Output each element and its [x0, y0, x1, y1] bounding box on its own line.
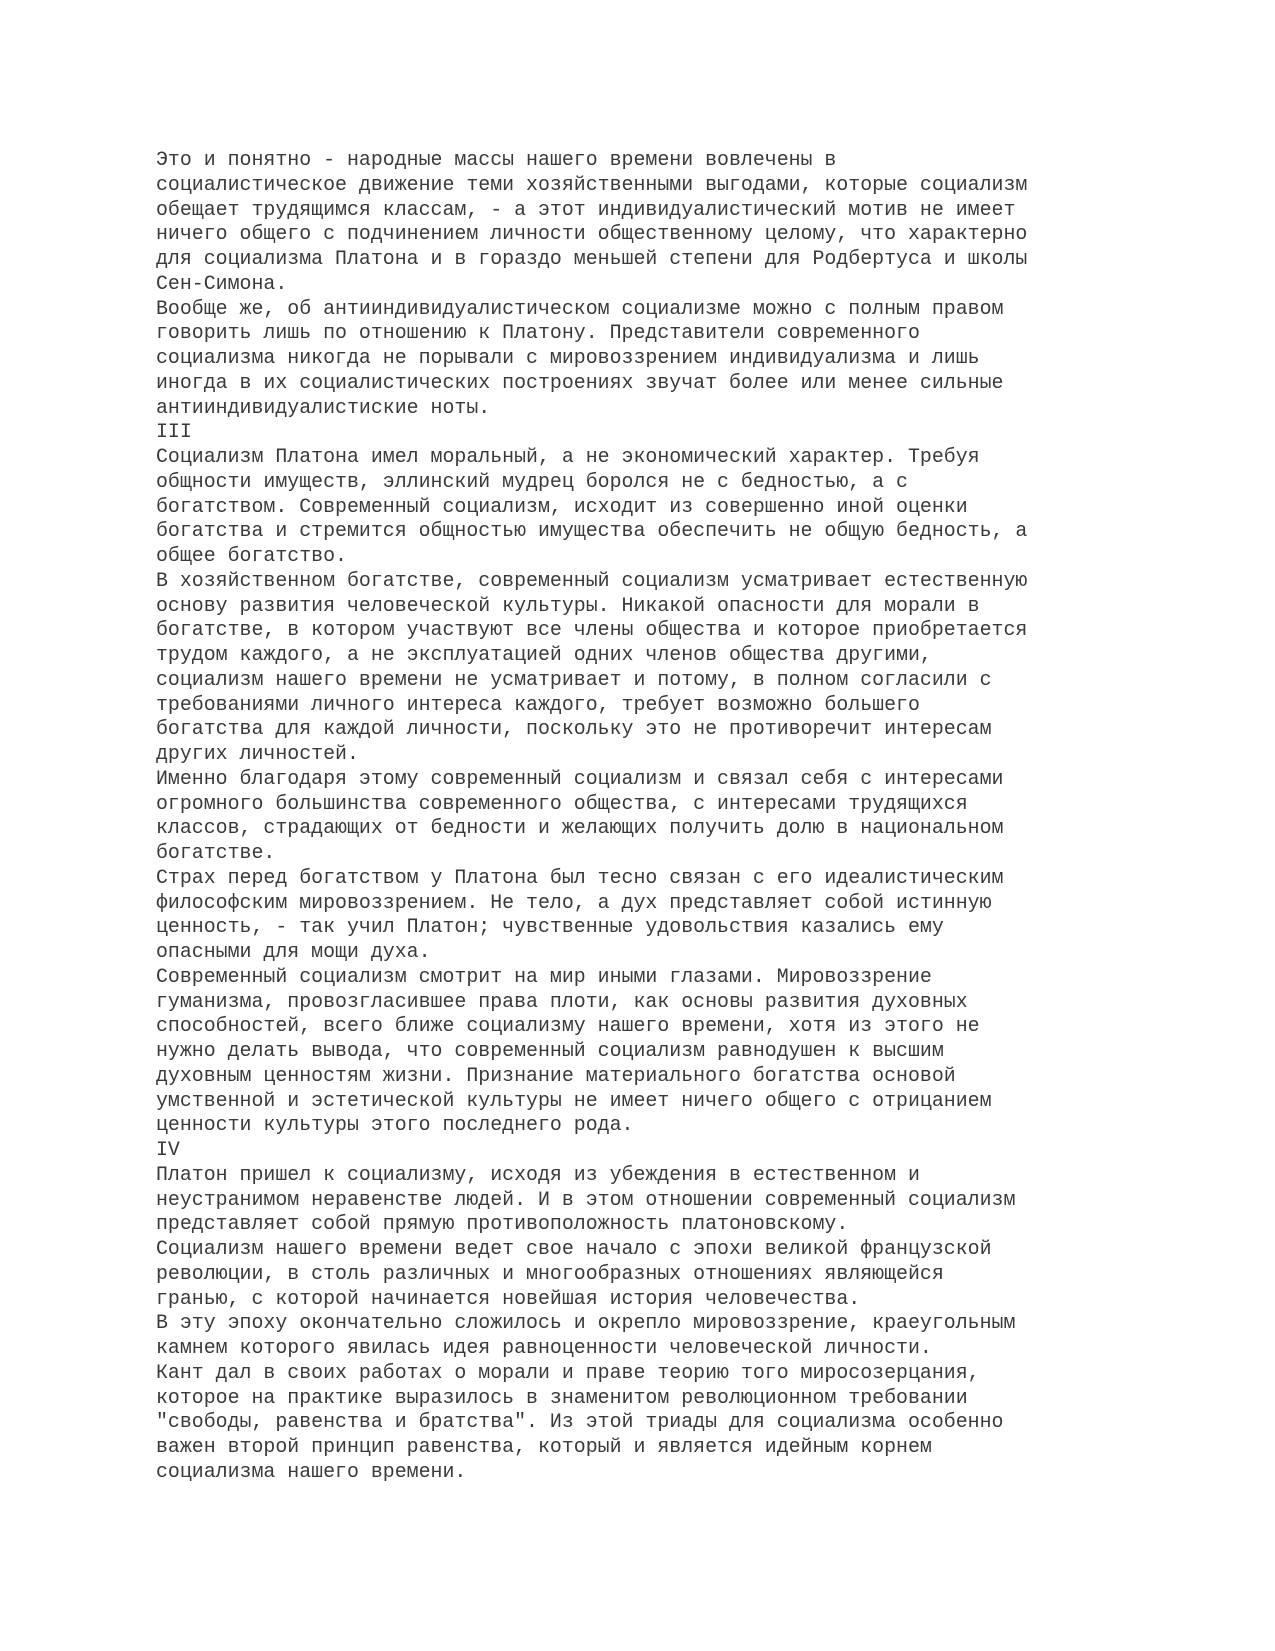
text-line: ценности культуры этого последнего рода.: [156, 1113, 634, 1137]
text-line: ничего общего с подчинением личности общественному целому, что характерно: [156, 222, 1028, 246]
text-line: Современный социализм смотрит на мир иными глазами. Мировоззрение: [156, 964, 932, 988]
text-line: "свободы, равенства и братства". Из этой триады для социализма особенно: [156, 1410, 1004, 1434]
document-body-text: [156, 148, 1256, 1485]
text-line: Вообще же, об антииндивидуалистическом социализме можно с полным правом: [156, 296, 1004, 320]
text-line: Сен-Симона.: [156, 271, 288, 295]
text-line: представляет собой прямую противоположность платоновскому.: [156, 1212, 849, 1236]
text-line: богатства для каждой личности, поскольку это не противоречит интересам: [156, 717, 992, 741]
text-line: камнем которого явилась идея равноценности человеческой личности.: [156, 1336, 932, 1359]
text-line: гуманизма, провозгласившее права плоти, как основы развития духовных: [156, 989, 968, 1013]
text-line: социализма нашего времени.: [156, 1459, 467, 1483]
text-line: иногда в их социалистических построениях звучат более или менее сильные: [156, 370, 1004, 394]
text-line: III: [156, 420, 192, 444]
text-line: которое на практике выразилось в знаменитом революционном требовании: [156, 1385, 968, 1409]
text-line: трудом каждого, а не эксплуатацией одних членов общества другими,: [156, 643, 932, 666]
text-line: духовным ценностям жизни. Признание материального богатства основой: [156, 1063, 956, 1087]
text-line: Социализм нашего времени ведет свое начало с эпохи великой французской: [156, 1237, 992, 1260]
text-line: неустранимом неравенстве людей. И в этом отношении современный социализм: [156, 1187, 1016, 1211]
text-line: обещает трудящимся классам, - а этот индивидуалистический мотив не имеет: [156, 197, 1016, 221]
text-line: классов, страдающих от бедности и желающих получить долю в национальном: [156, 816, 1004, 840]
text-line: общности имуществ, эллинский мудрец боролся не с бедностью, а с: [156, 469, 908, 493]
text-line: богатстве.: [156, 841, 276, 864]
text-line: опасными для мощи духа.: [156, 940, 431, 963]
text-line: требованиями личного интереса каждого, требует возможно большего: [156, 692, 920, 716]
text-line: антииндивидуалистиские ноты.: [156, 395, 491, 419]
text-line: богатства и стремится общностью имущества обеспечить не общую бедность, а: [156, 519, 1028, 543]
text-line: Именно благодаря этому современный социализм и связал себя с интересами: [156, 766, 1004, 790]
text-line: философским мировоззрением. Не тело, а дух представляет собой истинную: [156, 890, 992, 914]
text-line: умственной и эстетической культуры не имеет ничего общего с отрицанием: [156, 1088, 992, 1112]
text-line: Это и понятно - народные массы нашего времени вовлечены в: [156, 148, 837, 171]
text-line: богатстве, в котором участвуют все члены общества и которое приобретается: [156, 618, 1028, 642]
text-line: IV: [156, 1138, 180, 1161]
text-line: богатством. Современный социализм, исходит из совершенно иной оценки: [156, 494, 968, 518]
text-line: Страх перед богатством у Платона был тесно связан с его идеалистическим: [156, 865, 1004, 889]
text-line: В эту эпоху окончательно сложилось и окрепло мировоззрение, краеугольным: [156, 1311, 1016, 1335]
text-line: нужно делать вывода, что современный социализм равнодушен к высшим: [156, 1039, 944, 1062]
text-line: социализма никогда не порывали с мировоззрением индивидуализма и лишь: [156, 346, 980, 369]
text-line: социалистическое движение теми хозяйственными выгодами, которые социализм: [156, 172, 1028, 196]
text-line: важен второй принцип равенства, который и является идейным корнем: [156, 1435, 932, 1458]
text-line: Социализм Платона имел моральный, а не экономический характер. Требуя: [156, 445, 980, 468]
text-line: Платон пришел к социализму, исходя из убеждения в естественном и: [156, 1162, 920, 1186]
text-line: социализм нашего времени не усматривает и потому, в полном согласили с: [156, 667, 992, 691]
text-line: гранью, с которой начинается новейшая история человечества.: [156, 1286, 861, 1310]
text-line: для социализма Платона и в гораздо меньшей степени для Родбертуса и школы: [156, 247, 1028, 270]
text-line: общее богатство.: [156, 544, 347, 567]
text-line: Кант дал в своих работах о морали и праве теорию того миросозерцания,: [156, 1360, 980, 1384]
text-line: В хозяйственном богатстве, современный социализм усматривает естественную: [156, 568, 1028, 592]
text-line: говорить лишь по отношению к Платону. Представители современного: [156, 321, 920, 345]
text-line: других личностей.: [156, 742, 359, 765]
text-line: ценность, - так учил Платон; чувственные удовольствия казались ему: [156, 915, 944, 939]
text-line: способностей, всего ближе социализму нашего времени, хотя из этого не: [156, 1014, 980, 1038]
text-line: огромного большинства современного общества, с интересами трудящихся: [156, 791, 968, 815]
text-line: основу развития человеческой культуры. Никакой опасности для морали в: [156, 593, 980, 617]
text-line: революции, в столь различных и многообразных отношениях являющейся: [156, 1261, 944, 1285]
